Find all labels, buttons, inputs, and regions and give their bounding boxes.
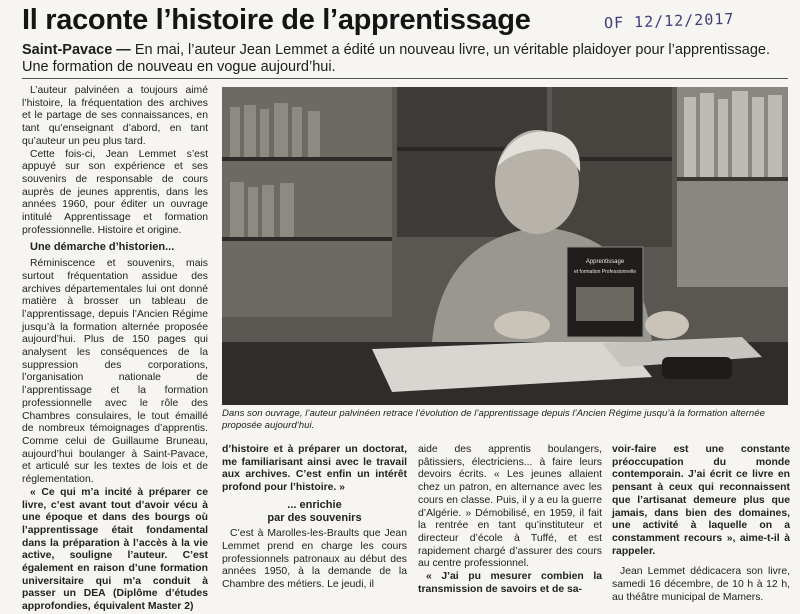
column-1 <box>22 85 208 614</box>
quote-paragraph: « Ce qui m’a incité à préparer ce livre, c’est avant tout d’avoir vécu à une époque et dans des bourgs où l’apprentissage était fondamental dans la préparation à l’accès à la vie active, souligne l’auteur. C’est également en raison d’une formation universitaire qui m’a conduit à passer un DEA (Diplôme d’études approfondies, équivalent Master 2) <box>22 486 208 613</box>
photo-caption: Dans son ouvrage, l’auteur palvinéen retrace l’évolution de l’apprentissage depuis l’Ancien Régime jusqu’à la formation alternée proposée aujourd’hui. <box>222 408 765 431</box>
book-cover-title-2: et formation Professionnelle <box>574 269 636 275</box>
subheading: Une démarche d’historien... <box>30 241 175 254</box>
column-3 <box>418 444 602 596</box>
quote-paragraph: « J’ai pu mesurer combien la transmission de savoirs et de sa- <box>418 571 602 595</box>
quote-paragraph: voir-faire est une constante préoccupation du monde contemporain. J’ai écrit ce livre en pensant à ceux qui reconnaissent que l’artisanat demeure plus que jamais, dans bien des domaines, une activité à laquelle on a constamment recours », aime-t-il à rappeler. <box>612 444 790 557</box>
photo-illustration <box>222 87 788 405</box>
lede-text: En mai, l’auteur Jean Lemmet a édité un nouveau livre, un véritable plaidoyer pour l’apprentissage. Une formation de nouveau en vogue aujourd’hui. <box>22 42 770 75</box>
paragraph: Réminiscence et souvenirs, mais surtout fréquentation assidue des archives départementales lui ont donné matière à brosser un tableau de l’apprentissage, depuis l’Ancien Régime jusqu’à la formation alternée proposée aujourd’hui. Plus de 150 pages qui analysent les conséquences de la suppression des corporations, l’organisation nationale de l’apprentissage et la formation professionnelle avec le rôle des Chambres consulaires, le tout émaillé de nombreux témoignages d’apprentis. Comme celui de Guillaume Bruneau, aujourd’hui boulanger à Saint-Pavace, et articulé sur les textes de lois et de réglementation. <box>22 258 208 486</box>
column-4 <box>612 444 790 604</box>
paragraph: C’est à Marolles-les-Braults que Jean Lemmet prend en charge les cours professionnels patronaux au début des années 1950, à la demande de la Chambre des métiers. Le jeudi, il <box>222 528 407 591</box>
book-cover-title-1: Apprentissage <box>585 259 625 265</box>
divider <box>22 78 788 79</box>
column-2 <box>222 444 407 592</box>
handwritten-date-stamp: OF 12/12/2017 <box>603 9 735 33</box>
headline: Il raconte l’histoire de l’apprentissage <box>22 4 531 36</box>
subheading-line-1: ... enrichie <box>287 498 342 511</box>
paragraph: Cette fois-ci, Jean Lemmet s’est appuyé sur son expérience et ses souvenirs de responsable de cours auprès de jeunes apprentis, dans les années 1960, pour éditer un ouvrage intitulé Apprentissage et formation professionnelle. Histoire et origine. <box>22 148 208 236</box>
lede <box>22 42 782 76</box>
quote-paragraph: d’histoire et à préparer un doctorat, me familiarisant ainsi avec le travail aux archives. C’est enfin un intérêt profond pour l’histoire. » <box>222 444 407 494</box>
dateline-place: Saint-Pavace — <box>22 42 131 58</box>
paragraph: aide des apprentis boulangers, pâtissiers, électriciens... à faire leurs devoirs écrits. « Les jeunes allaient chez un patron, en alternance avec les cours en classe. Puis, il y a eu la guerre d’Algérie. » Démobilisé, en 1959, il fait la rentrée en tant qu’instituteur et directeur d’école à Tuffé, et est rapidement chargé d’assurer des cours au centre professionnel. <box>418 444 602 570</box>
paragraph: Jean Lemmet dédicacera son livre, samedi 16 décembre, de 10 h à 12 h, au théâtre municipal de Mamers. <box>612 566 790 603</box>
article-photo <box>222 87 788 405</box>
subheading-line-2: par des souvenirs <box>267 511 362 524</box>
paragraph: L’auteur palvinéen a toujours aimé l’histoire, la fréquentation des archives et le partage de ses connaissances, en tant qu’enseignant d’abord, en tant qu’auteur un peu plus tard. <box>22 85 208 147</box>
